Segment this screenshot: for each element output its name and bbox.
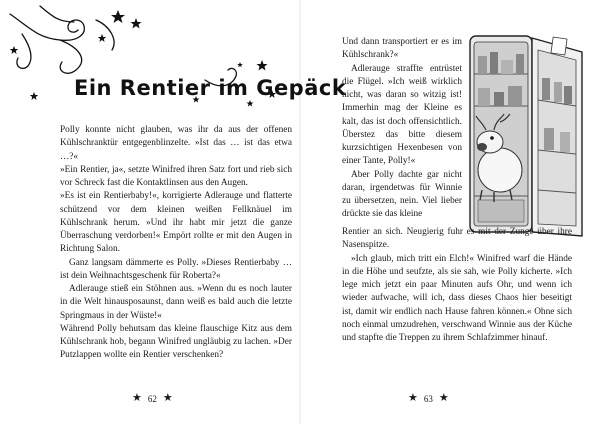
swirl-stars-doodle-icon <box>0 0 300 118</box>
paragraph: Ganz langsam dämmerte es Polly. »Dieses Rentierbaby … ist dein Weihnachtsgeschenk für Roberta?« <box>60 257 292 281</box>
paragraph: Adlerauge stieß ein Stöhnen aus. »Wenn du es noch lauter in die Welt hinausposaunst, dann weiß es bald auch die letzte Springmaus in der Wüste!« <box>60 284 292 321</box>
star-icon: ★ <box>162 392 173 404</box>
paragraph: »Ich glaub, mich tritt ein Elch!« Winifred warf die Hände in die Höhe und seufzte, als sie sah, wie Polly kicherte. »Ich lege mich jetzt ein paar Minuten aufs Ohr, und wenn ich wieder aufwache, will ich, dass dieses Chaos hier beseitigt ist, damit wir endlich nach Hause fahren können.« Ohne sich noch einmal umzudrehen, verschwand Winnie aus der Küche und stapfte die Treppen zu ihrem Schlafzimmer hinauf. <box>342 253 572 343</box>
right-page-text-wrapped <box>342 36 462 222</box>
page-folio <box>132 393 173 404</box>
star-icon: ★ <box>408 392 418 404</box>
right-page <box>300 0 600 424</box>
paragraph: Und dann transportiert er es im Kühlschrank?« <box>342 37 462 61</box>
paragraph: »Es ist ein Rentierbaby!«, korrigierte Adlerauge und flatterte schützend vor dem kleinen weißen Fellknäuel im Kühlschrank herum. »Und ihr habt mir jetzt die ganze Überraschung verdorben!« Empört rollte er mit den Augen in Richtung Salon. <box>60 191 292 255</box>
reindeer-in-fridge-illustration <box>460 30 592 238</box>
page-number: 63 <box>423 393 433 404</box>
paragraph: »Ein Rentier, ja«, setzte Winifred ihren Satz fort und rieb sich vor Schreck fast die Kontaktlinsen aus den Augen. <box>60 164 292 188</box>
chapter-title: Ein Rentier im Gepäck <box>74 76 347 100</box>
paragraph: Rentier an sich. Neugierig fuhr es mit der Zunge über ihre Nasenspitze. <box>342 227 572 251</box>
paragraph: Adlerauge straffte entrüstet die Flügel. »Ich weiß wirklich nicht, was daran so witzig ist! Immerhin mag der Kleine es kalt, das ist doch offensichtlich. Überstez das bitte diesem kurzsichtigen Hexenbesen von einer Tante, Polly!« <box>342 63 462 167</box>
star-icon: ★ <box>132 392 142 404</box>
paragraph: Während Polly behutsam das kleine flauschige Kitz aus dem Kühlschrank hob, begann Winifred ungläubig zu lachen. »Der Putzlappen wollte ein Rentier verschenken? <box>60 323 292 361</box>
paragraph: Aber Polly dachte gar nicht daran, irgendetwas für Winnie zu übersetzen, nein. Viel lieber drückte sie das kleine <box>342 169 462 220</box>
star-icon: ★ <box>438 392 449 404</box>
page-folio <box>408 393 449 404</box>
paragraph: Polly konnte nicht glauben, was ihr da aus der offenen Kühlschranktür entgegenblinzelte. »Ist das … ist das etwa …?« <box>60 125 292 162</box>
left-page-text <box>60 124 292 363</box>
page-number: 62 <box>147 393 157 404</box>
right-page-text <box>342 226 572 345</box>
